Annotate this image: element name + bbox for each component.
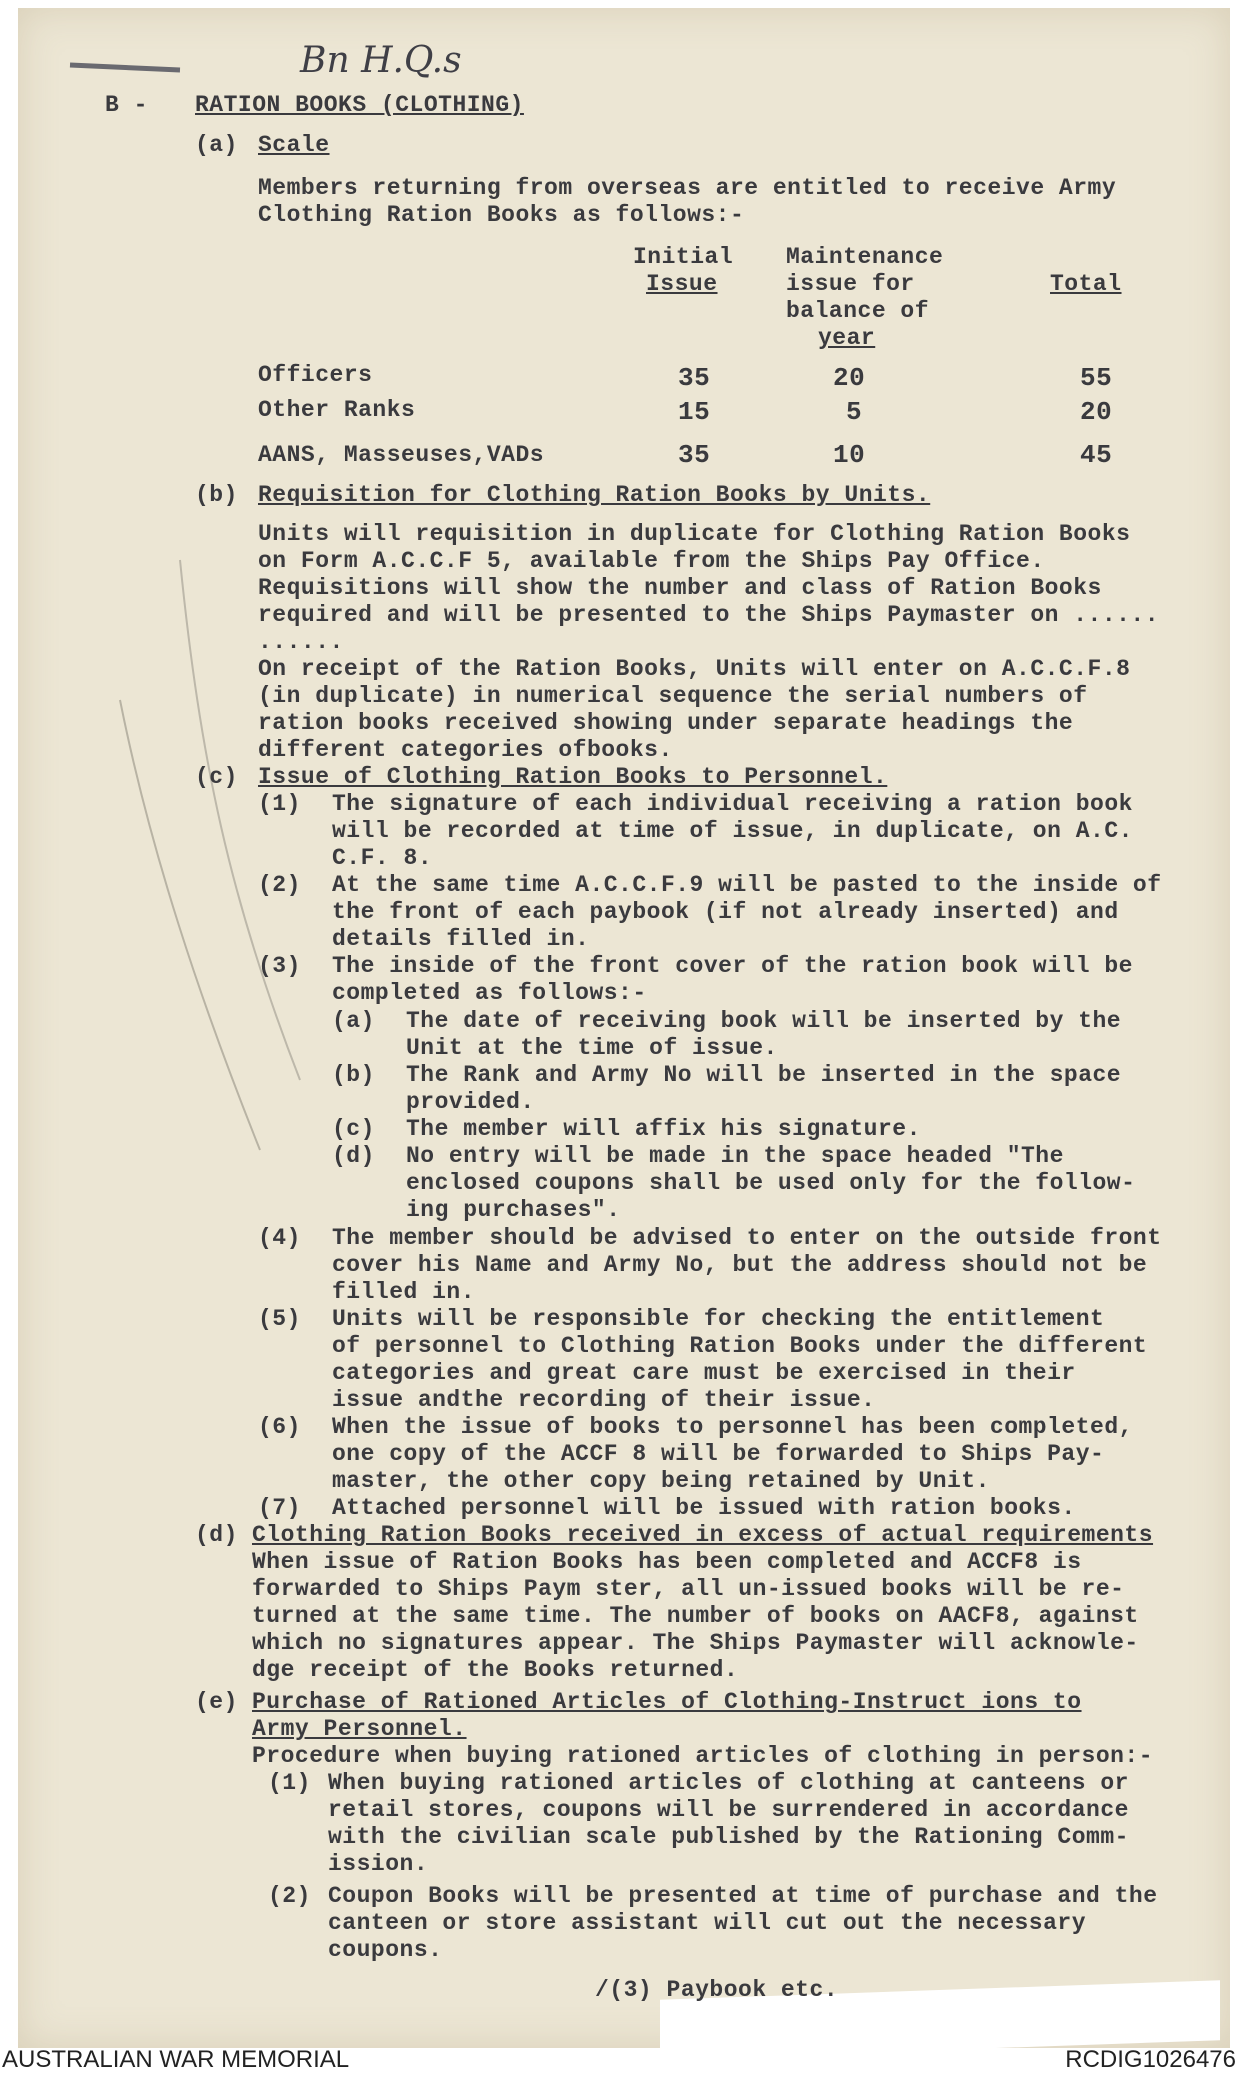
item-line: with the civilian scale published by the Rationing Comm- <box>328 1824 1129 1850</box>
item-line: Attached personnel will be issued with ration books. <box>332 1495 1076 1521</box>
item-number: (2) <box>268 1883 311 1909</box>
paragraph-line: (in duplicate) in numerical sequence the serial numbers of <box>258 683 1088 709</box>
item-line: At the same time A.C.C.F.9 will be pasted to the inside of <box>332 872 1162 898</box>
paragraph-line: which no signatures appear. The Ships Paymaster will acknowle- <box>252 1630 1139 1656</box>
item-line: one copy of the ACCF 8 will be forwarded to Ships Pay- <box>332 1441 1105 1467</box>
item-line: the front of each paybook (if not already inserted) and <box>332 899 1119 925</box>
col-initial-header: Issue <box>646 271 718 297</box>
col-maint-header: issue for <box>786 271 915 297</box>
row-label: Officers <box>258 362 373 388</box>
col-maint-header: Maintenance <box>786 244 944 270</box>
row-total: 45 <box>1080 440 1113 470</box>
section-title: RATION BOOKS (CLOTHING) <box>195 92 524 118</box>
excess-label: (d) <box>195 1522 238 1548</box>
subitem-line: enclosed coupons shall be used only for the follow- <box>406 1170 1136 1196</box>
purchase-heading: Army Personnel. <box>252 1716 467 1742</box>
col-initial-header: Initial <box>633 244 734 270</box>
item-line: will be recorded at time of issue, in duplicate, on A.C. <box>332 818 1133 844</box>
paragraph-line: Units will requisition in duplicate for Clothing Ration Books <box>258 521 1131 547</box>
subitem-number: (d) <box>332 1143 375 1169</box>
col-maint-header: year <box>818 325 876 351</box>
item-line: The inside of the front cover of the ration book will be <box>332 953 1133 979</box>
item-line: coupons. <box>328 1937 443 1963</box>
item-line: of personnel to Clothing Ration Books under the different <box>332 1333 1148 1359</box>
paragraph-line: ration books received showing under separate headings the <box>258 710 1074 736</box>
scale-label: (a) <box>195 132 238 158</box>
requisition-label: (b) <box>195 482 238 508</box>
item-line: When buying rationed articles of clothing at canteens or <box>328 1770 1129 1796</box>
subitem-number: (c) <box>332 1116 375 1142</box>
subitem-line: ing purchases". <box>406 1197 621 1223</box>
item-number: (7) <box>258 1495 301 1521</box>
item-line: categories and great care must be exercised in their <box>332 1360 1076 1386</box>
subitem-line: The member will affix his signature. <box>406 1116 921 1142</box>
subitem-number: (b) <box>332 1062 375 1088</box>
excess-heading: Clothing Ration Books received in excess of actual requirements <box>252 1522 1154 1548</box>
item-line: C.F. 8. <box>332 845 433 871</box>
col-total-header: Total <box>1050 271 1122 297</box>
subitem-number: (a) <box>332 1008 375 1034</box>
item-line: The member should be advised to enter on the outside front <box>332 1225 1162 1251</box>
row-initial: 15 <box>678 397 711 427</box>
paragraph-line: Requisitions will show the number and class of Ration Books <box>258 575 1102 601</box>
row-total: 20 <box>1080 397 1113 427</box>
subitem-line: The Rank and Army No will be inserted in the space <box>406 1062 1122 1088</box>
paragraph-line: ...... <box>258 629 344 655</box>
subitem-line: Unit at the time of issue. <box>406 1035 778 1061</box>
paragraph-line: turned at the same time. The number of books on AACF8, against <box>252 1603 1139 1629</box>
col-maint-header: balance of <box>786 298 930 324</box>
row-maint: 20 <box>833 363 866 393</box>
row-label: Other Ranks <box>258 397 416 423</box>
item-number: (3) <box>258 953 301 979</box>
purchase-heading: Purchase of Rationed Articles of Clothing-Instruct ions to <box>252 1689 1082 1715</box>
item-line: filled in. <box>332 1279 476 1305</box>
subitem-line: The date of receiving book will be inserted by the <box>406 1008 1122 1034</box>
item-line: issue andthe recording of their issue. <box>332 1387 876 1413</box>
handwritten-note: Bn H.Q.s <box>300 40 462 81</box>
purchase-label: (e) <box>195 1689 238 1715</box>
issue-label: (c) <box>195 764 238 790</box>
item-line: completed as follows:- <box>332 980 647 1006</box>
item-line: The signature of each individual receiving a ration book <box>332 791 1133 817</box>
paragraph-line: required and will be presented to the Ships Paymaster on ...... <box>258 602 1160 628</box>
item-number: (1) <box>268 1770 311 1796</box>
subitem-line: provided. <box>406 1089 535 1115</box>
row-maint: 5 <box>846 397 863 427</box>
purchase-intro: Procedure when buying rationed articles of clothing in person:- <box>252 1743 1154 1769</box>
scale-heading: Scale <box>258 132 330 158</box>
paragraph-line: On receipt of the Ration Books, Units will enter on A.C.C.F.8 <box>258 656 1131 682</box>
item-number: (2) <box>258 872 301 898</box>
paragraph-line: dge receipt of the Books returned. <box>252 1657 739 1683</box>
section-letter: B - <box>105 92 148 118</box>
item-number: (4) <box>258 1225 301 1251</box>
scale-intro-line: Members returning from overseas are entitled to receive Army <box>258 175 1117 201</box>
item-line: Units will be responsible for checking the entitlement <box>332 1306 1105 1332</box>
paragraph-line: different categories ofbooks. <box>258 737 673 763</box>
requisition-heading: Requisition for Clothing Ration Books by Units. <box>258 482 931 508</box>
item-line: retail stores, coupons will be surrendered in accordance <box>328 1797 1129 1823</box>
item-number: (1) <box>258 791 301 817</box>
paragraph-line: forwarded to Ships Paym ster, all un-issued books will be re- <box>252 1576 1125 1602</box>
row-maint: 10 <box>833 440 866 470</box>
footer-archive: AUSTRALIAN WAR MEMORIAL <box>2 2046 350 2073</box>
row-initial: 35 <box>678 363 711 393</box>
subitem-line: No entry will be made in the space headed "The <box>406 1143 1064 1169</box>
item-line: details filled in. <box>332 926 590 952</box>
item-number: (6) <box>258 1414 301 1440</box>
item-line: canteen or store assistant will cut out the necessary <box>328 1910 1087 1936</box>
paragraph-line: on Form A.C.C.F 5, available from the Ships Pay Office. <box>258 548 1045 574</box>
item-line: cover his Name and Army No, but the address should not be <box>332 1252 1148 1278</box>
item-line: master, the other copy being retained by Unit. <box>332 1468 990 1494</box>
paragraph-line: When issue of Ration Books has been completed and ACCF8 is <box>252 1549 1082 1575</box>
continuation-note: /(3) Paybook etc. <box>595 1977 839 2003</box>
footer-identifier: RCDIG1026476 <box>1065 2046 1236 2073</box>
issue-heading: Issue of Clothing Ration Books to Personnel. <box>258 764 888 790</box>
row-total: 55 <box>1080 363 1113 393</box>
item-line: When the issue of books to personnel has been completed, <box>332 1414 1133 1440</box>
row-initial: 35 <box>678 440 711 470</box>
row-label: AANS, Masseuses,VADs <box>258 442 545 468</box>
item-number: (5) <box>258 1306 301 1332</box>
item-line: Coupon Books will be presented at time of purchase and the <box>328 1883 1158 1909</box>
scale-intro-line: Clothing Ration Books as follows:- <box>258 202 745 228</box>
item-line: ission. <box>328 1851 429 1877</box>
